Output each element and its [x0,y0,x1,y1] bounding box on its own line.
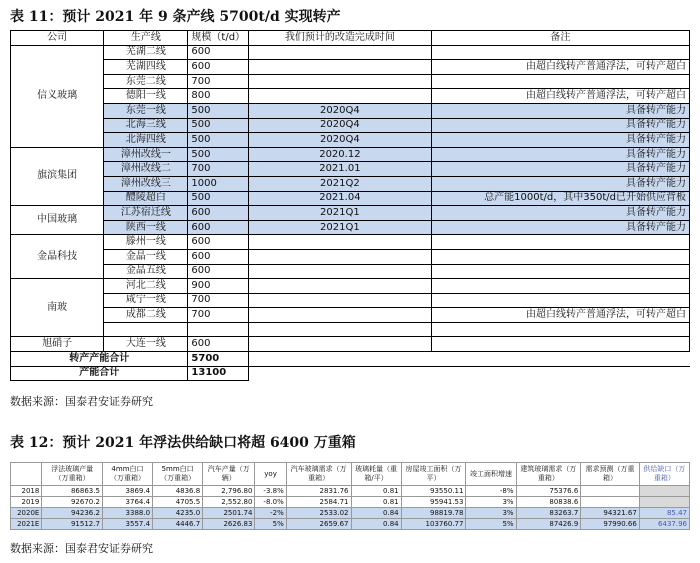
company-cell: 旭硝子 [11,337,104,352]
time-cell [249,235,432,250]
note-cell [431,337,689,352]
cap-cell: 700 [188,74,249,89]
table12-header-cell [11,463,42,486]
table12-cell: -2% [255,508,286,519]
time-cell: 2021Q1 [249,220,432,235]
table12-cell: 3388.0 [102,508,152,519]
table11-header-cell: 我们预计的改造完成时间 [249,31,432,46]
cap-cell: 600 [188,337,249,352]
table12-header-cell: yoy [255,463,286,486]
table12-source: 数据来源：国泰君安证券研究 [10,542,153,555]
line-cell: 东莞二线 [104,74,188,89]
table12-cell: 0.84 [351,519,401,530]
note-cell [431,235,689,250]
table12-cell: 93550.11 [401,486,466,497]
note-cell: 具备转产能力 [431,220,689,235]
table11-row [11,235,690,250]
table11-header-cell: 备注 [431,31,689,46]
table12-cell: 2584.71 [286,497,351,508]
time-cell [249,293,432,308]
company-cell: 旗滨集团 [11,147,104,205]
table11-row [11,337,690,352]
table12-cell: 2659.67 [286,519,351,530]
table12-cell: 2626.83 [203,519,255,530]
table12-cell: 2,796.80 [203,486,255,497]
table12-cell: 4235.0 [153,508,203,519]
note-cell: 具备转产能力 [431,176,689,191]
line-cell: 东莞一线 [104,103,188,118]
time-cell [249,74,432,89]
table12-header-cell: 供给缺口（万重箱） [639,463,689,486]
line-cell: 漳州改线三 [104,176,188,191]
table12-cell: 0.81 [351,486,401,497]
table12-cell: 97990.66 [581,519,639,530]
table11-header-cell: 规模（t/d） [188,31,249,46]
line-cell: 咸宁一线 [104,293,188,308]
cap-cell: 800 [188,89,249,104]
time-cell: 2020.12 [249,147,432,162]
table12-cell [581,497,639,508]
note-cell: 由超白线转产普通浮法，可转产超白 [431,60,689,75]
time-cell [249,308,432,323]
table12-row [11,497,690,508]
time-cell [249,249,432,264]
line-cell: 金晶五线 [104,264,188,279]
note-cell [431,45,689,60]
table12-header-cell: 浮法玻璃产量（万重箱） [42,463,103,486]
note-cell: 具备转产能力 [431,118,689,133]
sum-value: 5700 [188,352,249,367]
line-cell: 漳州改线二 [104,162,188,177]
table11-row [11,264,690,279]
table12-cell: 95941.53 [401,497,466,508]
note-cell [431,322,689,337]
table12-cell: 94321.67 [581,508,639,519]
table11-caption: 表 11：预计 2021 年 9 条产线 5700t/d 实现转产 [10,9,341,25]
table11-row [11,308,690,323]
note-cell: 由超白线转产普通浮法，可转产超白 [431,308,689,323]
table12-cell: 2831.76 [286,486,351,497]
table12-header-cell: 5mm白口（万重箱） [153,463,203,486]
note-cell [431,279,689,294]
table12-cell: 2020E [11,508,42,519]
table12-cell: -8.0% [255,497,286,508]
sum-empty [249,352,690,367]
time-cell: 2020Q4 [249,118,432,133]
table12-header-cell: 建筑玻璃需求（万重箱） [516,463,581,486]
table11-header-cell: 公司 [11,31,104,46]
table12-cell: 3764.4 [102,497,152,508]
table11-row [11,89,690,104]
cap-cell: 700 [188,308,249,323]
table11-sum-row [11,366,690,381]
cap-cell: 500 [188,133,249,148]
table12-cell: 4446.7 [153,519,203,530]
note-cell: 具备转产能力 [431,133,689,148]
line-cell: 大连一线 [104,337,188,352]
table11-source: 数据来源：国泰君安证券研究 [10,395,153,408]
table12-cell: 2501.74 [203,508,255,519]
note-cell: 具备转产能力 [431,206,689,221]
table12-cell: 0.84 [351,508,401,519]
table12-cell: 92670.2 [42,497,103,508]
table12-cell: 86863.5 [42,486,103,497]
table12-cell [639,497,689,508]
line-cell: 江苏宿迁线 [104,206,188,221]
table11-header-cell: 生产线 [104,31,188,46]
table12-cell: 5% [255,519,286,530]
table12-cell: 3% [466,508,516,519]
company-cell: 信义玻璃 [11,45,104,147]
table11-row [11,45,690,60]
table12-header-cell: 汽车产量（万辆） [203,463,255,486]
table12-cell: 75376.6 [516,486,581,497]
cap-cell: 600 [188,45,249,60]
table12-cell: 2019 [11,497,42,508]
sum-empty [249,366,690,381]
table12-cell: 4705.5 [153,497,203,508]
table12-header-cell: 汽车玻璃需求（万重箱） [286,463,351,486]
note-cell: 总产能1000t/d，其中350t/d已开始供应背板 [431,191,689,206]
cap-cell: 900 [188,279,249,294]
table12 [10,462,690,530]
cap-cell: 600 [188,235,249,250]
table11-sum-row [11,352,690,367]
time-cell: 2021.01 [249,162,432,177]
table12-header-cell: 玻璃耗量（重箱/平） [351,463,401,486]
line-cell: 漳州改线一 [104,147,188,162]
line-cell: 北海四线 [104,133,188,148]
table12-cell: 94236.2 [42,508,103,519]
time-cell: 2020Q4 [249,133,432,148]
time-cell [249,45,432,60]
table12-cell: 3557.4 [102,519,152,530]
sum-value: 13100 [188,366,249,381]
table12-cell: 85.47 [639,508,689,519]
table11-row [11,220,690,235]
table11-row [11,147,690,162]
table12-row [11,508,690,519]
line-cell: 河北二线 [104,279,188,294]
line-cell: 醴陵超白 [104,191,188,206]
table12-cell: 5% [466,519,516,530]
note-cell: 由超白线转产普通浮法，可转产超白 [431,89,689,104]
table12-cell: 87426.9 [516,519,581,530]
line-cell: 陕西一线 [104,220,188,235]
table11-row [11,249,690,264]
table12-cell: 103760.77 [401,519,466,530]
table12-cell [639,486,689,497]
cap-cell: 500 [188,118,249,133]
cap-cell: 700 [188,162,249,177]
table12-caption: 表 12：预计 2021 年浮法供给缺口将超 6400 万重箱 [10,435,356,451]
table12-cell: -3.8% [255,486,286,497]
cap-cell: 1000 [188,176,249,191]
table12-row [11,519,690,530]
cap-cell: 600 [188,206,249,221]
cap-cell: 600 [188,249,249,264]
cap-cell: 600 [188,220,249,235]
note-cell: 具备转产能力 [431,147,689,162]
note-cell [431,249,689,264]
table12-cell: 98819.78 [401,508,466,519]
line-cell: 芜湖二线 [104,45,188,60]
table12-cell: 2018 [11,486,42,497]
note-cell: 具备转产能力 [431,103,689,118]
time-cell: 2021Q2 [249,176,432,191]
sum-label: 产能合计 [11,366,188,381]
cap-cell: 600 [188,60,249,75]
line-cell: 北海三线 [104,118,188,133]
time-cell: 2021.04 [249,191,432,206]
table12-header-cell: 竣工面积增速 [466,463,516,486]
time-cell [249,322,432,337]
table11-row [11,322,690,337]
company-cell: 金晶科技 [11,235,104,279]
table12-cell [581,486,639,497]
company-cell: 中国玻璃 [11,206,104,235]
time-cell [249,89,432,104]
table12-cell: 3869.4 [102,486,152,497]
table11 [10,30,690,381]
table12-header-cell: 需求预测（万重箱） [581,463,639,486]
table11-row [11,162,690,177]
time-cell [249,60,432,75]
table11-row [11,118,690,133]
note-cell [431,264,689,279]
table12-cell: 2021E [11,519,42,530]
table12-cell: 91512.7 [42,519,103,530]
line-cell: 滕州一线 [104,235,188,250]
table11-row [11,176,690,191]
table11-row [11,60,690,75]
table12-header-cell: 房屋竣工面积（万平） [401,463,466,486]
table12-cell: -8% [466,486,516,497]
sum-label: 转产产能合计 [11,352,188,367]
line-cell: 成都二线 [104,308,188,323]
note-cell [431,74,689,89]
cap-cell: 500 [188,191,249,206]
table11-row [11,133,690,148]
table11-row [11,103,690,118]
table12-cell: 3% [466,497,516,508]
note-cell [431,293,689,308]
table12-cell: 6437.96 [639,519,689,530]
table12-cell: 4836.8 [153,486,203,497]
cap-cell: 500 [188,147,249,162]
table11-row [11,293,690,308]
company-cell: 南玻 [11,279,104,337]
cap-cell: 600 [188,264,249,279]
table12-cell: 2533.02 [286,508,351,519]
table11-row [11,74,690,89]
cap-cell: 700 [188,293,249,308]
table12-cell: 2,552.80 [203,497,255,508]
line-cell [104,322,188,337]
time-cell [249,279,432,294]
table12-cell: 83263.7 [516,508,581,519]
cap-cell: 500 [188,103,249,118]
table11-row [11,206,690,221]
line-cell: 金晶一线 [104,249,188,264]
table12-cell: 0.81 [351,497,401,508]
table12-cell: 80838.6 [516,497,581,508]
table11-row [11,279,690,294]
time-cell [249,264,432,279]
table11-row [11,191,690,206]
table12-row [11,486,690,497]
line-cell: 德阳一线 [104,89,188,104]
cap-cell [188,322,249,337]
line-cell: 芜湖四线 [104,60,188,75]
table12-header-cell: 4mm白口（万重箱） [102,463,152,486]
time-cell: 2021Q1 [249,206,432,221]
note-cell: 具备转产能力 [431,162,689,177]
time-cell: 2020Q4 [249,103,432,118]
time-cell [249,337,432,352]
